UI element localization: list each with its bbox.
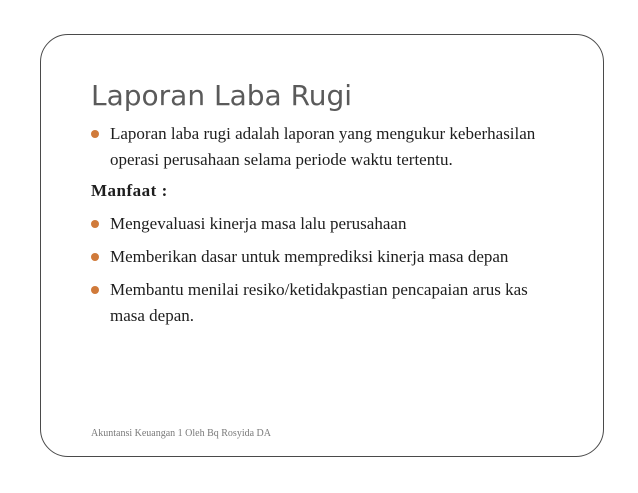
bullet-icon [91,253,99,261]
bullet-item-benefit [91,244,601,270]
bullet-text-line: Mengevaluasi kinerja masa lalu perusahaan [110,214,407,233]
slide-footer: Akuntansi Keuangan 1 Oleh Bq Rosyida DA [91,428,271,439]
slide-title: Laporan Laba Rugi [91,79,353,112]
bullet-text-line: operasi perusahaan selama periode waktu tertentu. [110,150,453,169]
bullet-icon [91,130,99,138]
bullet-text-line: Memberikan dasar untuk memprediksi kinerja masa depan [110,247,509,266]
slide-content [91,121,601,336]
bullet-item-definition [91,121,601,173]
bullet-item-benefit [91,277,601,329]
bullet-icon [91,286,99,294]
bullet-text-line: masa depan. [110,306,195,325]
bullet-item-benefit [91,211,601,237]
bullet-icon [91,220,99,228]
bullet-text-line: Laporan laba rugi adalah laporan yang mengukur keberhasilan [110,124,536,143]
subheading-manfaat: Manfaat : [91,181,168,200]
bullet-text-line: Membantu menilai resiko/ketidakpastian pencapaian arus kas [110,280,528,299]
